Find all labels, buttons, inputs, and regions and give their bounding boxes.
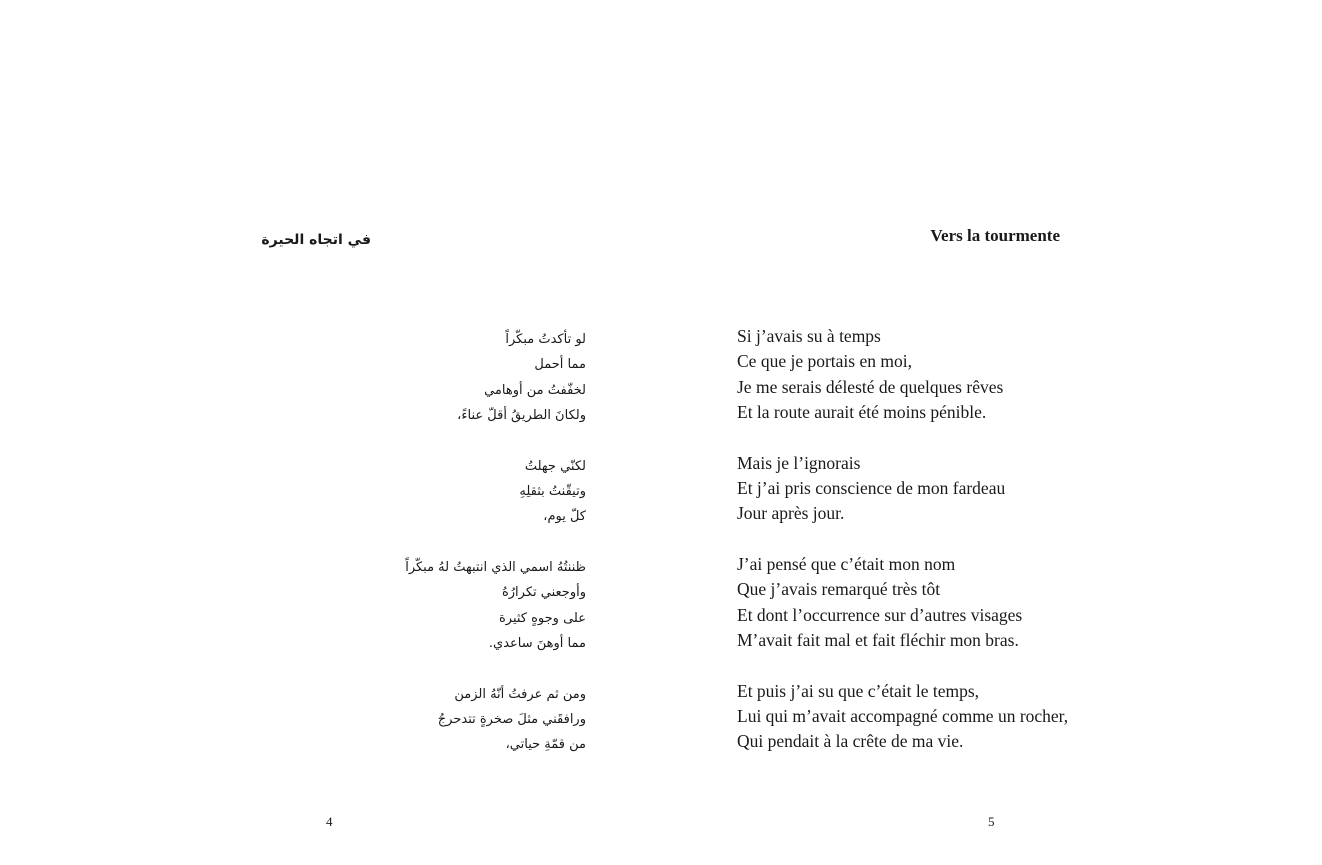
poem-line: من قمّةِ حياتي، (505, 737, 586, 753)
french-poem-title: Vers la tourmente (930, 226, 1060, 245)
poem-line: Jour après jour. (737, 503, 845, 524)
poem-line: ومن ثم عرفتُ أنّهُ الزمن (454, 686, 586, 702)
poem-line: مما أوهنَ ساعدي. (488, 635, 586, 651)
french-poem (737, 324, 1137, 755)
poem-line: Si j’avais su à temps (737, 326, 881, 346)
poem-line: Et j’ai pris conscience de mon fardeau (737, 477, 1006, 498)
stanza-3 (300, 555, 586, 656)
stanza-1 (737, 324, 1137, 425)
right-page (661, 0, 1322, 865)
stanza-4 (300, 682, 586, 758)
stanza-2 (737, 451, 1137, 527)
poem-line: M’avait fait mal et fait fléchir mon bras. (737, 629, 1019, 650)
arabic-poem (300, 327, 586, 758)
poem-line: Et dont l’occurrence sur d’autres visages (737, 604, 1023, 625)
poem-line: Et la route aurait été moins pénible. (737, 401, 987, 422)
stanza-1 (300, 327, 586, 428)
poem-line: وأوجعني تكرارُهُ (501, 585, 586, 601)
poem-line: كلّ يوم، (543, 509, 586, 525)
poem-line: مما أحمل (534, 357, 586, 373)
poem-line: J’ai pensé que c’était mon nom (737, 554, 956, 575)
arabic-poem-title: في اتجاه الحيرة (261, 232, 371, 248)
poem-line: Que j’avais remarqué très tôt (737, 579, 941, 600)
poem-line: ورافقَني مثلَ صخرةٍ تتدحرجُ (437, 712, 586, 728)
poem-line: لكنّي جهلتُ (524, 458, 586, 474)
poem-line: Qui pendait à la crête de ma vie. (737, 731, 964, 752)
page-number: 4 (326, 814, 333, 829)
poem-line: Je me serais délesté de quelques rêves (737, 376, 1004, 397)
poem-line: Ce que je portais en moi, (737, 351, 912, 372)
poem-line: Et puis j’ai su que c’était le temps, (737, 680, 980, 701)
poem-line: ظننتُهُ اسمي الذي انتبهتُ لهُ مبكّراً (405, 560, 586, 576)
poem-line: لو تأكدتُ مبكّراً (505, 332, 586, 347)
poem-line: Lui qui m’avait accompagné comme un rocher, (737, 706, 1069, 727)
stanza-2 (300, 454, 586, 530)
poem-line: وتيقّنتُ بثقلِهِ (519, 483, 586, 499)
poem-line: على وجوهٍ كثيرة (498, 610, 586, 626)
poem-line: لخفّفتُ من أوهامي (484, 382, 586, 398)
stanza-4 (737, 679, 1137, 755)
page-number: 5 (988, 814, 995, 829)
poem-line: Mais je l’ignorais (737, 452, 861, 473)
poem-line: ولكانَ الطريقُ أقلّ عناءً، (457, 407, 586, 423)
stanza-3 (737, 552, 1137, 653)
